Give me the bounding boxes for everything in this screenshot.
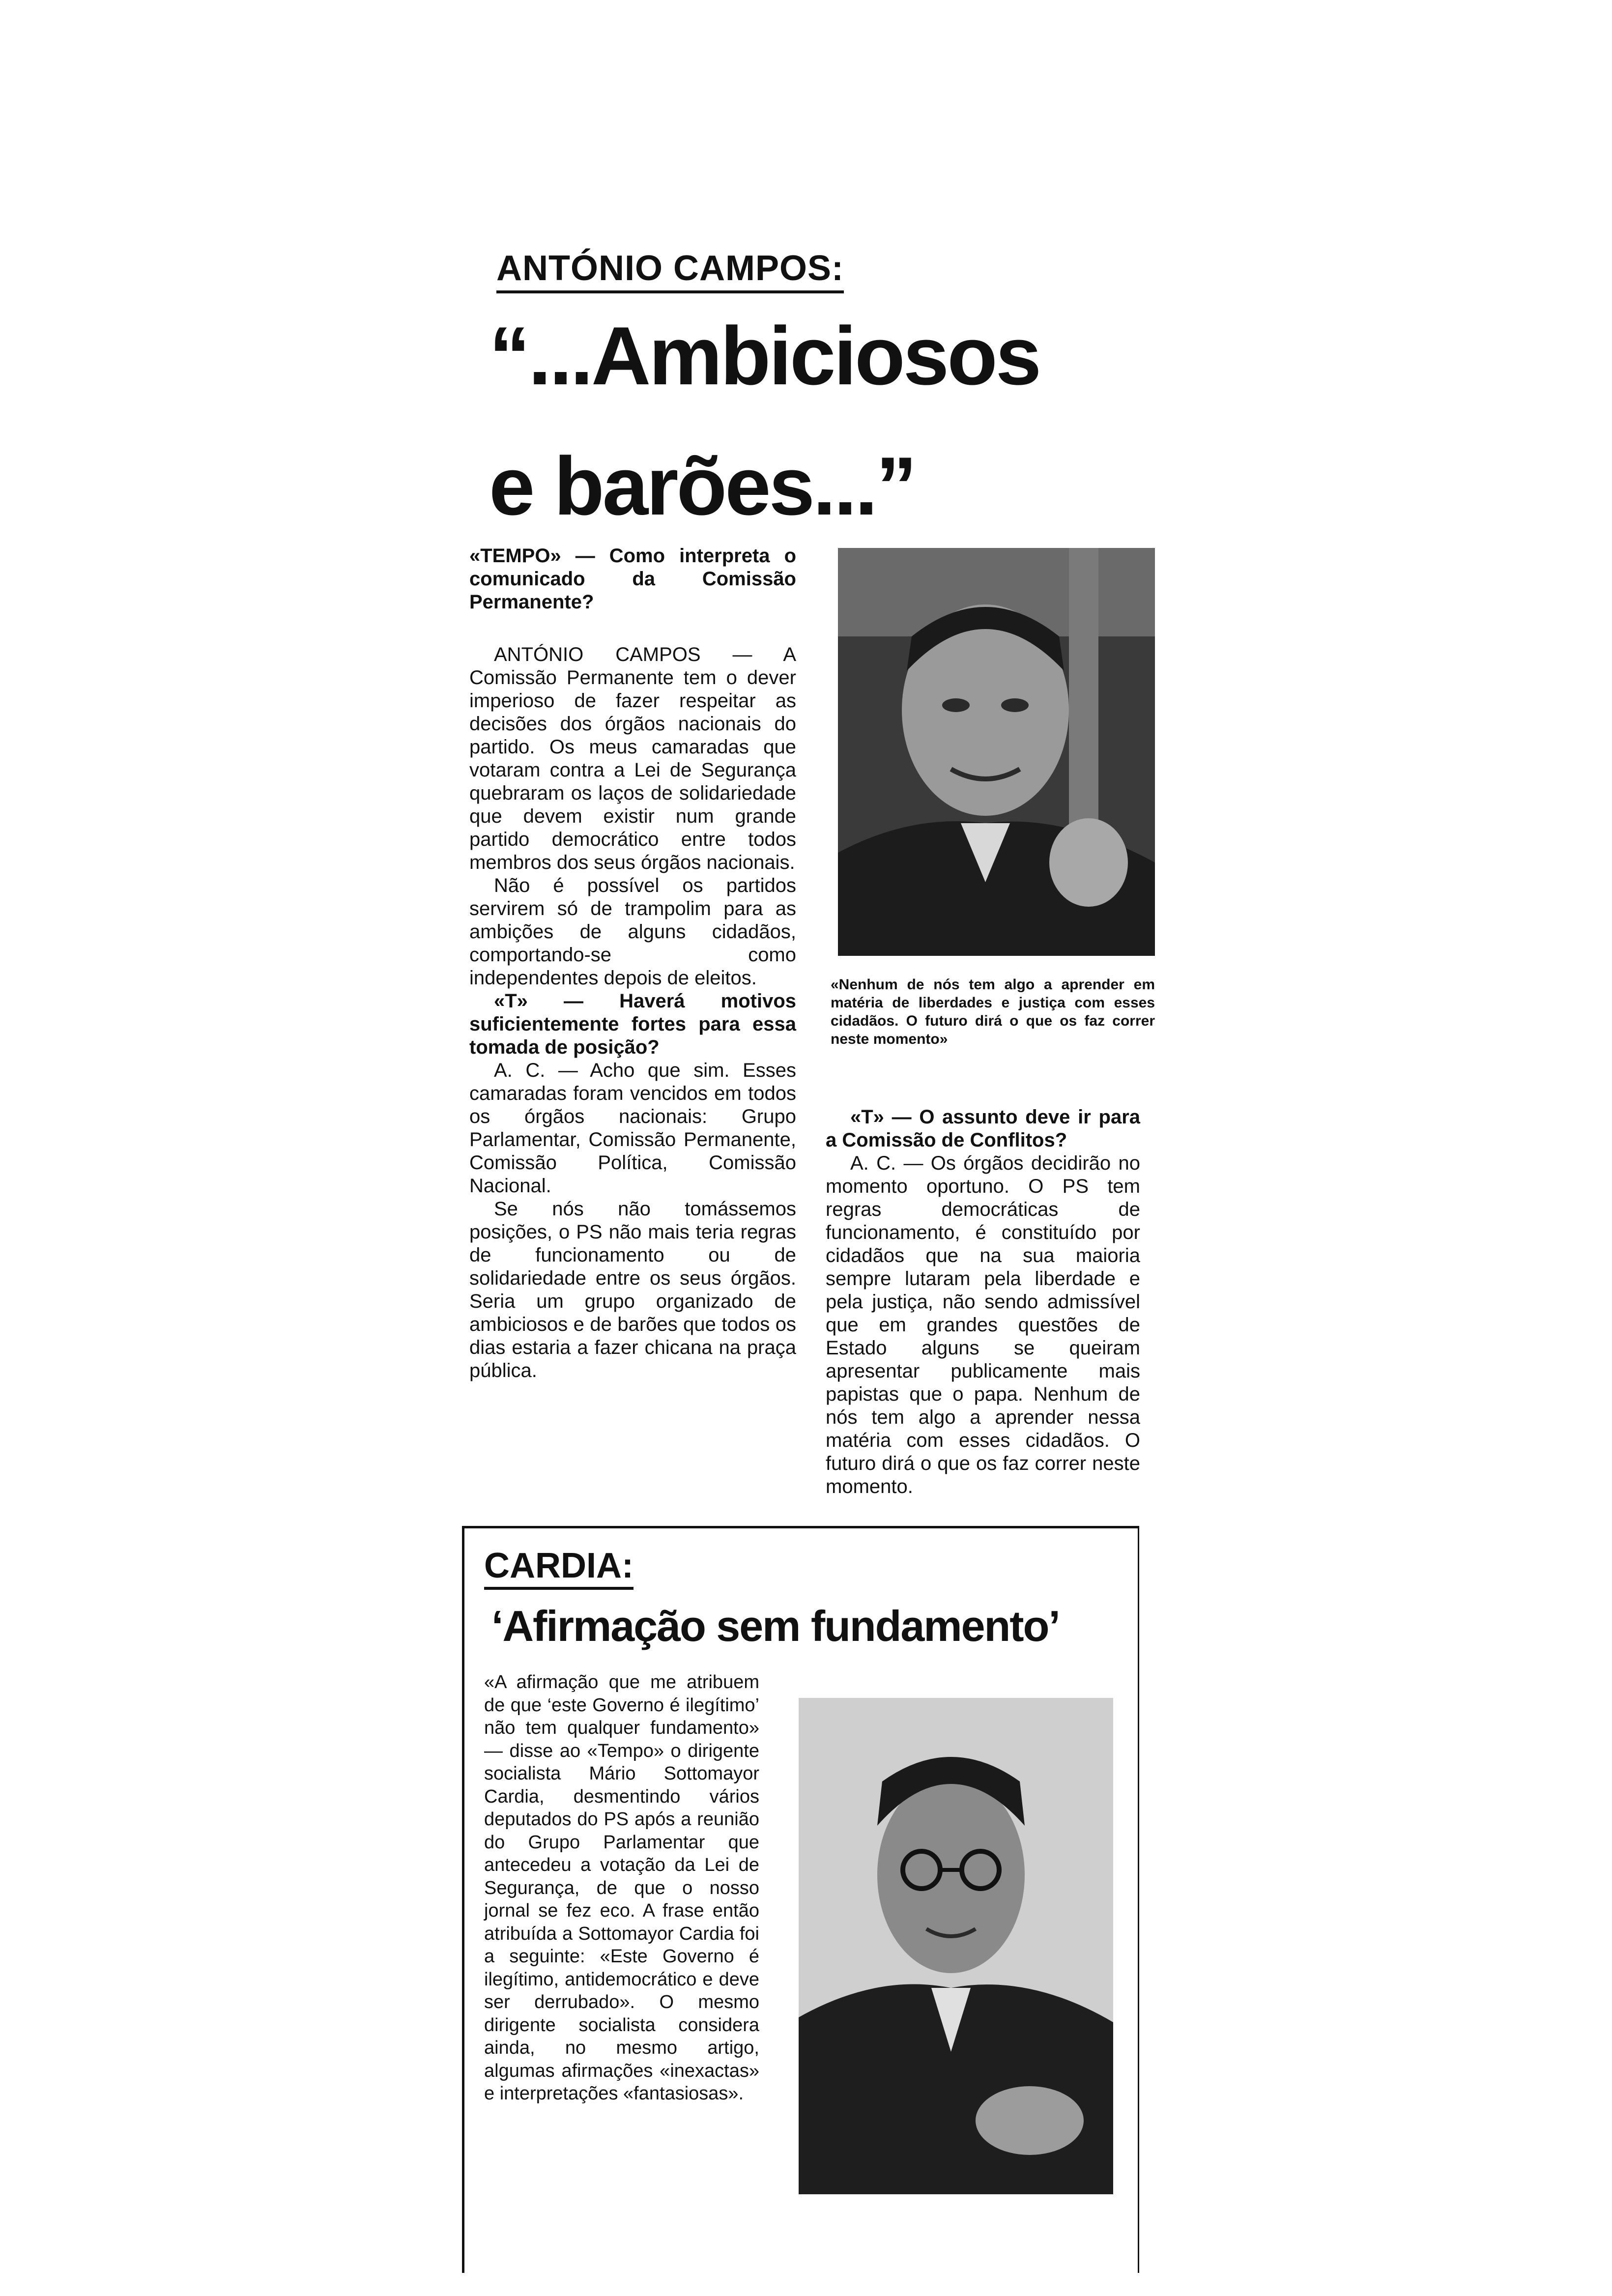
cardia-photo bbox=[799, 1698, 1113, 2194]
interview-question: «T» — Haverá motivos suficientemente fortes para essa tomada de posição? bbox=[469, 990, 796, 1058]
article1-headline-line1: “...Ambiciosos bbox=[489, 310, 1040, 402]
article1-right-column bbox=[826, 1106, 1140, 1498]
article2-body-text: «A afirmação que me atribuem de que ‘este Governo é ilegítimo’ não tem qualquer fundamento» — disse ao «Tempo» o dirigente socialista Mário Sottomayor Cardia, desmentindo vários deputados do PS após a reunião do Grupo Parlamentar que antecedeu a votação da Lei de Segurança, de que o nosso jornal se fez eco. A frase então atribuída a Sottomayor Cardia foi a seguinte: «Este Governo é ilegítimo, antidemocrático e deve ser derrubado». O mesmo dirigente socialista considera ainda, no mesmo artigo, algumas afirmações «inexactas» e interpretações «fantasiosas». bbox=[484, 1672, 759, 2104]
interview-question: «TEMPO» — Como interpreta o comunicado da Comissão Permanente? bbox=[469, 545, 796, 613]
article1-headline-line2: e barões...” bbox=[489, 440, 916, 532]
interview-answer: A. C. — Acho que sim. Esses camaradas foram vencidos em todos os órgãos nacionais: Grupo Parlamentar, Comissão Permanente, Comissão Política, Comissão Nacional. bbox=[469, 1060, 796, 1197]
article1-kicker: ANTÓNIO CAMPOS: bbox=[496, 248, 844, 293]
interview-answer: Não é possível os partidos servirem só de trampolim para as ambições de alguns cidadãos, comportando-se como independentes depois de eleitos. bbox=[469, 875, 796, 989]
interview-question: «T» — O assunto deve ir para a Comissão de Conflitos? bbox=[826, 1106, 1140, 1151]
photo-caption: «Nenhum de nós tem algo a aprender em matéria de liberdades e justiça com esses cidadãos. O futuro dirá o que os faz correr neste momento» bbox=[831, 976, 1155, 1047]
interview-answer: ANTÓNIO CAMPOS — A Comissão Permanente tem o dever imperioso de fazer respeitar as decisões dos órgãos nacionais do partido. Os meus camaradas que votaram contra a Lei de Segurança quebraram os laços de solidariedade que devem existir num grande partido democrático entre todos membros dos seus órgãos nacionais. bbox=[469, 644, 796, 873]
interview-answer: A. C. — Os órgãos decidirão no momento oportuno. O PS tem regras democráticas de funcionamento, é constituído por cidadãos que na sua maioria sempre lutaram pela liberdade e pela justiça, não sendo admissível que em grandes questões de Estado alguns se queiram apresentar publicamente mais papistas que o papa. Nenhum de nós tem algo a aprender nessa matéria com esses cidadãos. O futuro dirá o que os faz correr neste momento. bbox=[826, 1152, 1140, 1497]
article2-body bbox=[484, 1671, 759, 2105]
article1-left-column bbox=[469, 545, 796, 1382]
article2-headline: ‘Afirmação sem fundamento’ bbox=[491, 1602, 1060, 1650]
antonio-campos-photo bbox=[838, 548, 1155, 956]
interview-answer: Se nós não tomássemos posições, o PS não mais teria regras de funcionamento ou de solidariedade entre os seus órgãos. Seria um grupo organizado de ambiciosos e de barões que todos os dias estaria a fazer chicana na praça pública. bbox=[469, 1198, 796, 1381]
article2-kicker: CARDIA: bbox=[484, 1546, 633, 1590]
